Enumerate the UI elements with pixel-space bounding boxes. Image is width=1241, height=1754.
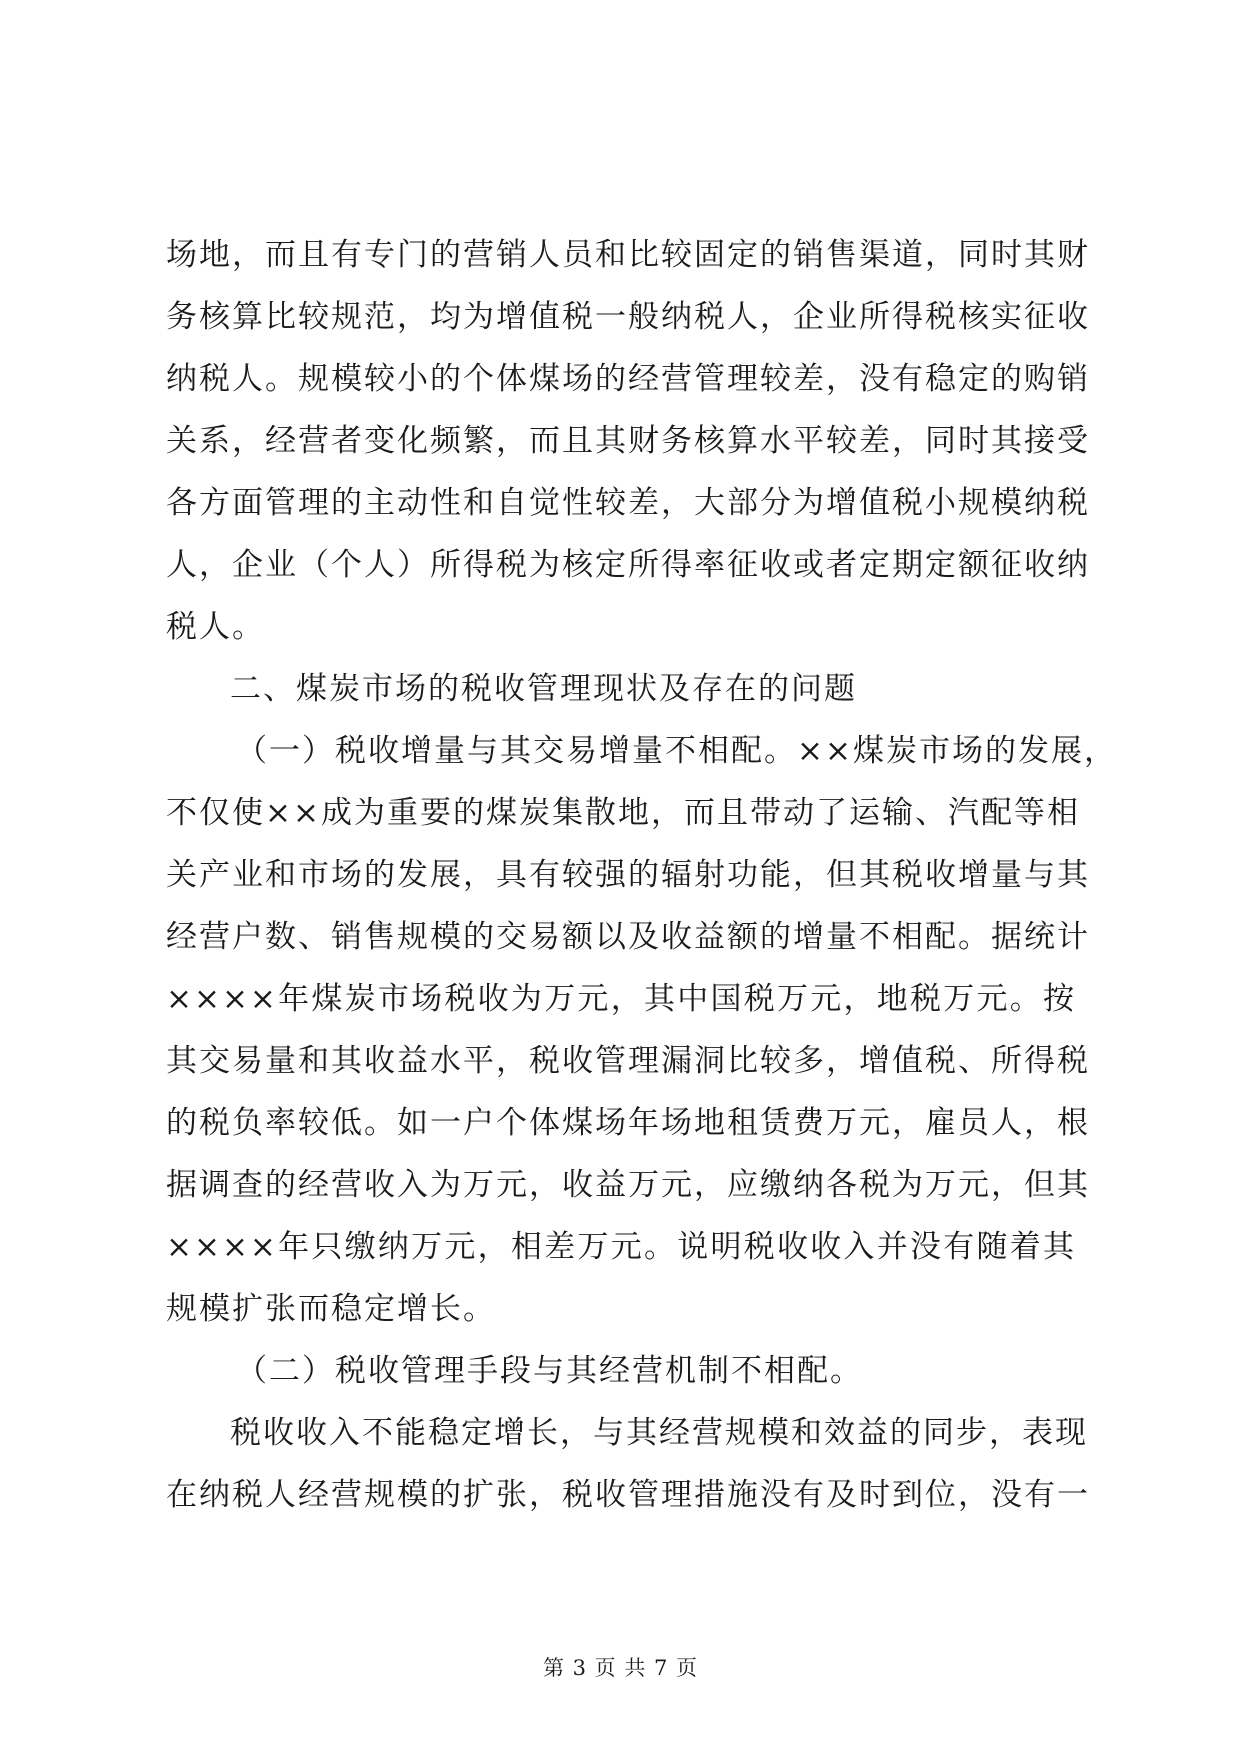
page-number-footer: 第 3 页 共 7 页: [542, 1656, 699, 1680]
text-line: 关系，经营者变化频繁，而且其财务核算水平较差，同时其接受: [166, 423, 1090, 459]
text-line: 人，企业（个人）所得税为核定所得率征收或者定期定额征收纳: [166, 547, 1090, 583]
text-line: 场地，而且有专门的营销人员和比较固定的销售渠道，同时其财: [166, 237, 1090, 273]
section-heading: 二、煤炭市场的税收管理现状及存在的问题: [230, 671, 857, 707]
subsection-heading: （一）税收增量与其交易增量不相配。××煤炭市场的发展，: [236, 733, 1117, 769]
text-line: 据调查的经营收入为万元，收益万元，应缴纳各税为万元，但其: [166, 1167, 1090, 1203]
text-line: 关产业和市场的发展，具有较强的辐射功能，但其税收增量与其: [166, 857, 1090, 893]
text-line: 不仅使××成为重要的煤炭集散地，而且带动了运输、汽配等相: [166, 795, 1080, 831]
text-line: 各方面管理的主动性和自觉性较差，大部分为增值税小规模纳税: [166, 485, 1090, 521]
text-line: 纳税人。规模较小的个体煤场的经营管理较差，没有稳定的购销: [166, 361, 1090, 397]
text-line: 的税负率较低。如一户个体煤场年场地租赁费万元，雇员人，根: [166, 1105, 1090, 1141]
subsection-heading: （二）税收管理手段与其经营机制不相配。: [236, 1353, 863, 1389]
text-line: 规模扩张而稳定增长。: [166, 1291, 496, 1327]
document-body: [166, 224, 1117, 1526]
text-line: 务核算比较规范，均为增值税一般纳税人，企业所得税核实征收: [166, 299, 1090, 335]
text-line: 经营户数、销售规模的交易额以及收益额的增量不相配。据统计: [166, 919, 1090, 955]
text-line: ××××年只缴纳万元，相差万元。说明税收收入并没有随着其: [166, 1229, 1076, 1265]
text-line: 税人。: [166, 609, 265, 645]
text-line: 其交易量和其收益水平，税收管理漏洞比较多，增值税、所得税: [166, 1043, 1090, 1079]
text-line: ××××年煤炭市场税收为万元，其中国税万元，地税万元。按: [166, 981, 1076, 1017]
text-line: 在纳税人经营规模的扩张，税收管理措施没有及时到位，没有一: [166, 1477, 1090, 1513]
text-line: 税收收入不能稳定增长，与其经营规模和效益的同步，表现: [230, 1415, 1088, 1451]
